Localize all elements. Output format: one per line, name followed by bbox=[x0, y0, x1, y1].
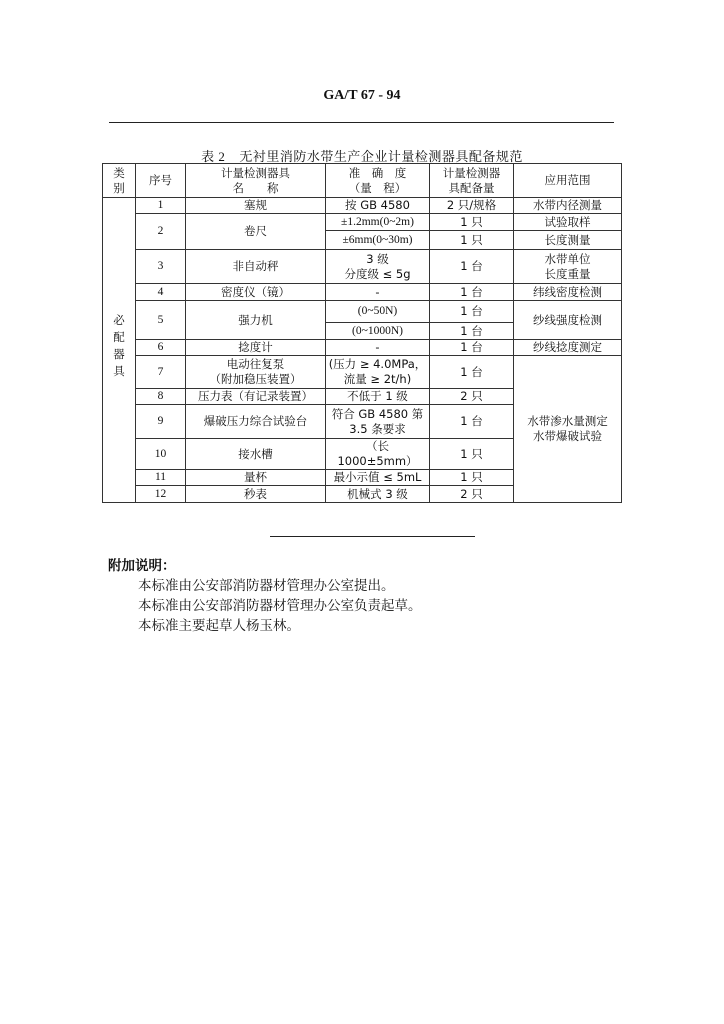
seq-cell: 10 bbox=[136, 439, 186, 470]
header-accuracy: 准 确 度 （量 程） bbox=[326, 164, 430, 198]
accuracy-cell: (0~50N) bbox=[326, 301, 430, 323]
accuracy-cell: 符合 GB 4580 第 3.5 条要求 bbox=[326, 405, 430, 439]
seq-cell: 7 bbox=[136, 356, 186, 389]
scope-cell: 纬线密度检测 bbox=[514, 284, 622, 301]
name-cell: 密度仪（镜） bbox=[186, 284, 326, 301]
accuracy-cell: ±1.2mm(0~2m) bbox=[326, 214, 430, 231]
seq-cell: 6 bbox=[136, 340, 186, 356]
table-row bbox=[103, 301, 622, 323]
table-row bbox=[103, 284, 622, 301]
table-number: 表 2 bbox=[201, 149, 226, 164]
header-seq: 序号 bbox=[136, 164, 186, 198]
table-title: 无衬里消防水带生产企业计量检测器具配备规范 bbox=[239, 150, 523, 165]
scope-cell: 纱线捻度测定 bbox=[514, 340, 622, 356]
name-cell: 压力表（有记录装置） bbox=[186, 389, 326, 405]
notes-title: 附加说明： bbox=[108, 558, 176, 574]
qty-cell: 2 只 bbox=[430, 486, 514, 503]
qty-cell: 1 台 bbox=[430, 323, 514, 340]
name-cell: 捻度计 bbox=[186, 340, 326, 356]
name-cell: 电动往复泵 （附加稳压装置） bbox=[186, 356, 326, 389]
qty-cell: 1 台 bbox=[430, 356, 514, 389]
accuracy-cell: - bbox=[326, 284, 430, 301]
header-rule bbox=[109, 122, 614, 123]
document-code: GA/T 67 - 94 bbox=[323, 88, 401, 103]
qty-cell: 1 台 bbox=[430, 250, 514, 284]
seq-cell: 4 bbox=[136, 284, 186, 301]
qty-cell: 2 只/规格 bbox=[430, 198, 514, 214]
name-cell: 塞规 bbox=[186, 198, 326, 214]
name-cell: 量杯 bbox=[186, 470, 326, 486]
accuracy-cell: 3 级 分度级 ≤ 5g bbox=[326, 250, 430, 284]
notes-line: 本标准主要起草人杨玉林。 bbox=[138, 618, 300, 634]
header-name: 计量检测器具 名 称 bbox=[186, 164, 326, 198]
scope-cell: 纱线强度检测 bbox=[514, 301, 622, 340]
seq-cell: 1 bbox=[136, 198, 186, 214]
qty-cell: 1 只 bbox=[430, 214, 514, 231]
table-row bbox=[103, 214, 622, 231]
seq-cell: 5 bbox=[136, 301, 186, 340]
scope-cell: 长度测量 bbox=[514, 231, 622, 250]
qty-cell: 1 只 bbox=[430, 231, 514, 250]
qty-cell: 1 台 bbox=[430, 284, 514, 301]
seq-cell: 8 bbox=[136, 389, 186, 405]
qty-cell: 1 只 bbox=[430, 439, 514, 470]
equipment-table bbox=[102, 163, 622, 503]
section-divider bbox=[270, 536, 475, 537]
accuracy-cell: ±6mm(0~30m) bbox=[326, 231, 430, 250]
header-qty: 计量检测器 具配备量 bbox=[430, 164, 514, 198]
name-cell: 秒表 bbox=[186, 486, 326, 503]
merged-scope-cell: 水带渗水量测定 水带爆破试验 bbox=[514, 356, 622, 503]
seq-cell: 12 bbox=[136, 486, 186, 503]
accuracy-cell: (压力 ≥ 4.0MPa， 流量 ≥ 2t/h) bbox=[326, 356, 430, 389]
table-row bbox=[103, 340, 622, 356]
scope-cell: 水带单位 长度重量 bbox=[514, 250, 622, 284]
qty-cell: 1 台 bbox=[430, 301, 514, 323]
notes-line: 本标准由公安部消防器材管理办公室提出。 bbox=[138, 578, 395, 594]
table-row bbox=[103, 356, 622, 389]
qty-cell: 1 台 bbox=[430, 340, 514, 356]
scope-cell: 试验取样 bbox=[514, 214, 622, 231]
seq-cell: 9 bbox=[136, 405, 186, 439]
accuracy-cell: (0~1000N) bbox=[326, 323, 430, 340]
header-scope: 应用范围 bbox=[514, 164, 622, 198]
accuracy-cell: 不低于 1 级 bbox=[326, 389, 430, 405]
category-cell: 必配器具 bbox=[103, 198, 136, 503]
qty-cell: 2 只 bbox=[430, 389, 514, 405]
additional-notes bbox=[108, 556, 422, 636]
accuracy-cell: 机械式 3 级 bbox=[326, 486, 430, 503]
qty-cell: 1 只 bbox=[430, 470, 514, 486]
scope-cell: 水带内径测量 bbox=[514, 198, 622, 214]
name-cell: 爆破压力综合试验台 bbox=[186, 405, 326, 439]
seq-cell: 2 bbox=[136, 214, 186, 250]
accuracy-cell: 按 GB 4580 bbox=[326, 198, 430, 214]
table-row bbox=[103, 250, 622, 284]
name-cell: 卷尺 bbox=[186, 214, 326, 250]
notes-line: 本标准由公安部消防器材管理办公室负责起草。 bbox=[138, 598, 422, 614]
header-category: 类别 bbox=[103, 164, 136, 198]
accuracy-cell: 最小示值 ≤ 5mL bbox=[326, 470, 430, 486]
seq-cell: 11 bbox=[136, 470, 186, 486]
qty-cell: 1 台 bbox=[430, 405, 514, 439]
name-cell: 强力机 bbox=[186, 301, 326, 340]
name-cell: 接水槽 bbox=[186, 439, 326, 470]
table-header-row bbox=[103, 164, 622, 198]
accuracy-cell: （长 1000±5mm） bbox=[326, 439, 430, 470]
accuracy-cell: - bbox=[326, 340, 430, 356]
seq-cell: 3 bbox=[136, 250, 186, 284]
name-cell: 非自动秤 bbox=[186, 250, 326, 284]
table-row bbox=[103, 198, 622, 214]
